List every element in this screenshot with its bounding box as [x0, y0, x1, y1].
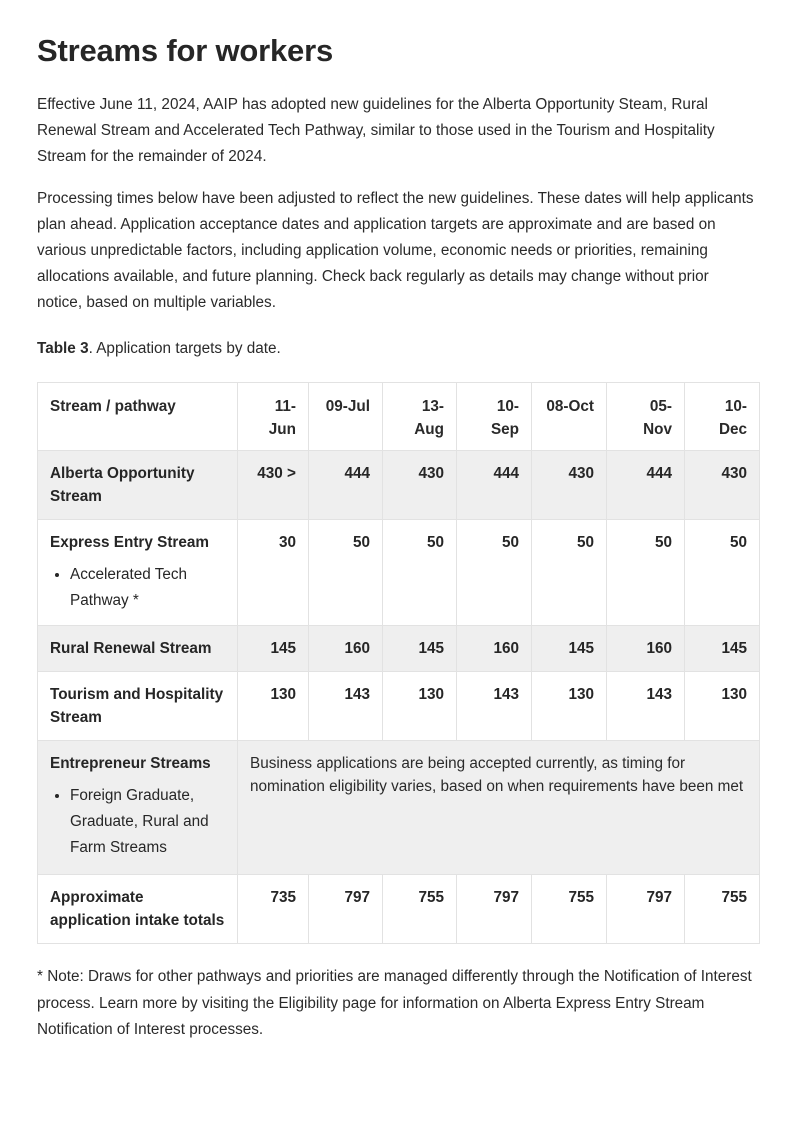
cell-value: 160: [309, 626, 383, 672]
table-caption-text: . Application targets by date.: [88, 340, 281, 357]
cell-value: 755: [532, 875, 607, 944]
cell-value: 145: [383, 626, 457, 672]
row-name: Approximate application intake totals: [38, 875, 238, 944]
column-header: 09-Jul: [309, 383, 383, 451]
cell-value: 755: [383, 875, 457, 944]
application-targets-table: [37, 382, 760, 944]
cell-value: 145: [238, 626, 309, 672]
cell-value: 130: [532, 672, 607, 741]
cell-value: 430 >: [238, 451, 309, 520]
table-caption: [37, 338, 758, 360]
cell-value: 50: [685, 520, 760, 626]
column-header: 05-Nov: [607, 383, 685, 451]
column-header: Stream / pathway: [38, 383, 238, 451]
cell-value: 797: [309, 875, 383, 944]
footnote: * Note: Draws for other pathways and priorities are managed differently through the Notification of Interest process. Learn more by visiting the Eligibility page for information on Alberta Express Entry Stream Notification of Interest processes.: [37, 968, 752, 1038]
column-header: 10-Sep: [457, 383, 532, 451]
cell-value: 160: [457, 626, 532, 672]
cell-value: 444: [457, 451, 532, 520]
table-header-row: [38, 383, 760, 451]
cell-value: 143: [607, 672, 685, 741]
row-name-cell: [38, 520, 238, 626]
cell-value: 430: [383, 451, 457, 520]
row-name: Alberta Opportunity Stream: [38, 451, 238, 520]
processing-paragraph: Processing times below have been adjusted to reflect the new guidelines. These dates will help applicants plan ahead. Application acceptance dates and application targets are approximate and are based on various unpredictable factors, including application volume, economic needs or priorities, remaining allocations available, and future planning. Check back regularly as details may change without prior notice, based on multiple variables.: [37, 190, 754, 311]
table-row: [38, 875, 760, 944]
cell-value: 30: [238, 520, 309, 626]
row-name: Entrepreneur Streams: [50, 755, 211, 772]
table-row: [38, 741, 760, 875]
cell-value: 130: [238, 672, 309, 741]
column-header: 10-Dec: [685, 383, 760, 451]
cell-value: 430: [685, 451, 760, 520]
table-row: [38, 626, 760, 672]
row-name: Express Entry Stream: [50, 534, 209, 551]
column-header: 13-Aug: [383, 383, 457, 451]
sub-item: • Accelerated Tech Pathway *: [70, 562, 225, 614]
table-row: [38, 451, 760, 520]
cell-value: 444: [309, 451, 383, 520]
sub-list: [50, 783, 225, 861]
cell-value: 735: [238, 875, 309, 944]
cell-value: 50: [457, 520, 532, 626]
table-row: [38, 672, 760, 741]
merged-cell-text: Business applications are being accepted currently, as timing for nomination eligibility varies, based on when requirements have been met: [238, 741, 760, 875]
cell-value: 50: [309, 520, 383, 626]
table-row: [38, 520, 760, 626]
cell-value: 50: [532, 520, 607, 626]
row-name: Tourism and Hospitality Stream: [38, 672, 238, 741]
row-name-cell: [38, 741, 238, 875]
cell-value: 130: [383, 672, 457, 741]
cell-value: 130: [685, 672, 760, 741]
cell-value: 797: [457, 875, 532, 944]
cell-value: 444: [607, 451, 685, 520]
sub-item: • Foreign Graduate, Graduate, Rural and Farm Streams: [70, 783, 225, 861]
cell-value: 145: [685, 626, 760, 672]
cell-value: 430: [532, 451, 607, 520]
cell-value: 143: [309, 672, 383, 741]
page-title: Streams for workers: [37, 33, 333, 68]
cell-value: 143: [457, 672, 532, 741]
column-header: 08-Oct: [532, 383, 607, 451]
cell-value: 755: [685, 875, 760, 944]
table-caption-label: Table 3: [37, 340, 89, 357]
cell-value: 50: [383, 520, 457, 626]
cell-value: 50: [607, 520, 685, 626]
cell-value: 797: [607, 875, 685, 944]
row-name: Rural Renewal Stream: [38, 626, 238, 672]
cell-value: 160: [607, 626, 685, 672]
intro-paragraph: Effective June 11, 2024, AAIP has adopted new guidelines for the Alberta Opportunity Steam, Rural Renewal Stream and Accelerated Tech Pathway, similar to those used in the Tourism and Hospitality Stream for the remainder of 2024.: [37, 96, 715, 165]
sub-list: [50, 562, 225, 614]
column-header: 11-Jun: [238, 383, 309, 451]
cell-value: 145: [532, 626, 607, 672]
